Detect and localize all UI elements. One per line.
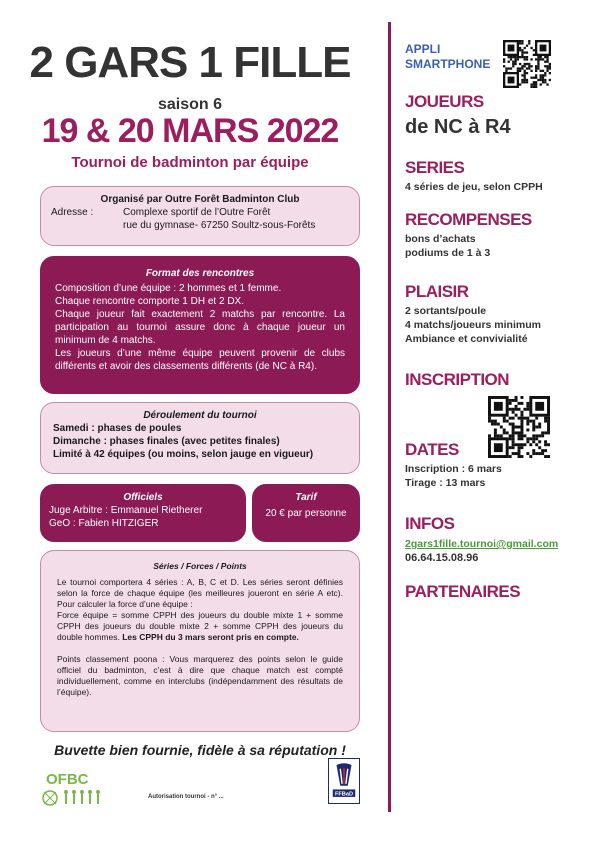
contact-phone: 06.64.15.08.96 [405,552,479,564]
plaisir-value [405,304,541,346]
series-intro: Le tournoi comportera 4 séries : A, B, C et D. Les séries seront définies selon la force de chaque équipe (les meilleures joueront en série A etc). Pour calculer la force d’une équipe : [57,577,343,609]
format-heading: Format des rencontres [145,268,255,279]
recompenses-heading: RECOMPENSES [405,210,532,229]
ffbad-logo [328,758,360,804]
ofbc-logo [38,768,108,812]
samedi-line: Samedi : phases de poules [53,423,182,434]
autorisation-tournoi: Autorisation tournoi - n° ... [148,794,224,800]
poster-title: 2 GARS 1 FILLE [29,38,351,87]
address-label: Adresse : [51,207,94,218]
series-heading: SERIES [405,158,465,177]
format-box [40,256,360,394]
app-qr-code[interactable] [503,40,551,88]
dimanche-line: Dimanche : phases finales (avec petites finales) [53,436,280,447]
officiels-box [40,484,246,542]
cpph-date-note: Les CPPH du 3 mars seront pris en compte. [122,632,299,642]
dates-heading: DATES [405,440,459,459]
format-clubs: Les joueurs d’une même équipe peuvent provenir de clubs différents et avoir des classements différents (de NC à R4). [55,348,345,372]
appli-line2: SMARTPHONE [405,57,491,71]
season-label: saison 6 [157,96,223,113]
tarif-heading: Tarif [295,492,317,503]
geo-name: GeO : Fabien HITZIGER [49,518,159,529]
format-composition: Composition d’une équipe : 2 hommes et 1 femme. [55,283,282,294]
recompenses-value [405,232,490,260]
plaisir-line1: 2 sortants/poule [405,305,487,317]
inscription-heading: INSCRIPTION [405,370,510,389]
series-forces-box [40,550,360,732]
deroulement-box [40,402,360,474]
inscription-qr-code[interactable] [486,396,552,458]
plaisir-line2: 4 matchs/joueurs minimum [405,319,541,331]
event-dates: 19 & 20 MARS 2022 [41,112,339,150]
partenaires-heading: PARTENAIRES [405,582,521,601]
format-rencontre: Chaque rencontre comporte 1 DH et 2 DX. [55,296,244,307]
tarif-box [252,484,360,542]
recompenses-line2: podiums de 1 à 3 [405,247,491,259]
limite-line: Limité à 42 équipes (ou moins, selon jauge en vigueur) [53,449,314,460]
plaisir-heading: PLAISIR [405,282,469,301]
organisation-box [40,186,360,246]
deroulement-heading: Déroulement du tournoi [143,410,257,421]
joueurs-heading: JOUEURS [405,92,484,111]
plaisir-line3: Ambiance et convivialité [405,333,528,345]
tirage-date: Tirage : 13 mars [405,477,486,489]
juge-arbitre: Juge Arbitre : Emmanuel Rietherer [49,505,203,516]
ffbad-logo-text: FFBaD [334,791,354,798]
force-formula: Force équipe = somme CPPH des joueurs du double mixte 1 + somme CPPH des joueurs du double mixte 2 + somme CPPH des joueurs du double hommes. [57,610,343,642]
dates-value [405,462,502,490]
series-value: 4 séries de jeu, selon CPPH [405,181,543,193]
joueurs-value: de NC à R4 [405,116,511,138]
column-divider [388,22,391,812]
buvette-tagline: Buvette bien fournie, fidèle à sa réputation ! [54,742,346,758]
appli-smartphone-label [405,42,490,72]
officiels-heading: Officiels [123,492,163,503]
address-line2: rue du gymnase- 67250 Soultz-sous-Forêts [123,220,316,231]
organiser-heading: Organisé par Outre Forêt Badminton Club [100,194,300,205]
appli-line1: APPLI [405,42,441,56]
poster-subtitle: Tournoi de badminton par équipe [71,154,309,171]
series-forces-heading: Séries / Forces / Points [153,561,247,571]
recompenses-line1: bons d’achats [405,233,476,245]
inscription-date: Inscription : 6 mars [405,463,502,475]
tarif-value: 20 € par personne [265,508,347,519]
format-matchs: Chaque joueur fait exactement 2 matchs par rencontre. La participation au tournoi assure donc à chaque joueur un minimum de 4 matchs. [55,309,345,346]
address-line1: Complexe sportif de l’Outre Forêt [123,207,271,218]
contact-email-link[interactable]: 2gars1fille.tournoi@gmail.com [405,538,559,550]
infos-heading: INFOS [405,514,455,533]
points-poona: Points classement poona : Vous marquerez des points selon le guide officiel du badminton, c’est à dire que chaque match est compté individuellement, comme en interclubs (indépendamment des résultats de l’équipe). [57,654,343,697]
ofbc-logo-text: OFBC [46,771,89,788]
